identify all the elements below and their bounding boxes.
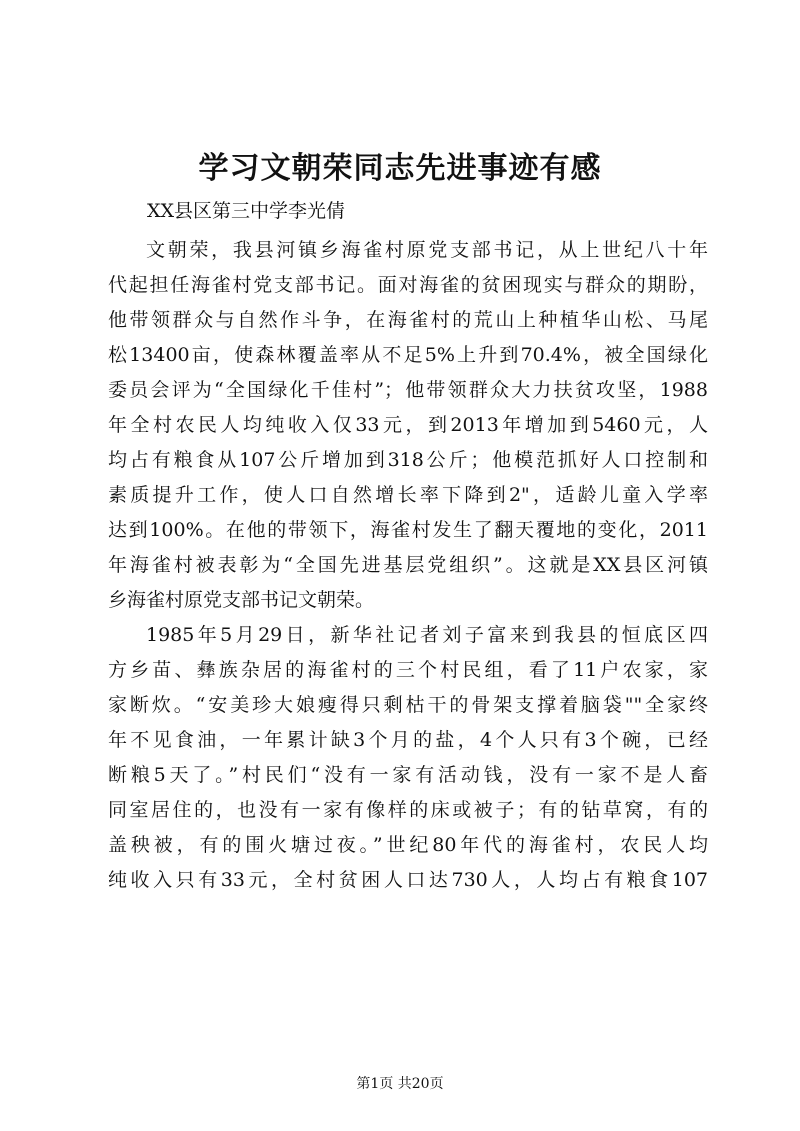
text-line: 代起担任海雀村党支部书记。面对海雀的贫困现实与群众的期盼， — [108, 274, 708, 296]
text-line: 同室居住的，也没有一家有像样的床或被子；有的钻草窝，有的 — [108, 799, 708, 821]
text-line: 达到100%。在他的带领下，海雀村发生了翻天覆地的变化，2011 — [108, 519, 708, 541]
paragraph-2 — [108, 618, 708, 898]
text-line: 1985年5月29日，新华社记者刘子富来到我县的恒底区四 — [146, 624, 708, 646]
text-line: 均占有粮食从107公斤增加到318公斤；他模范抓好人口控制和 — [108, 449, 708, 471]
text-line: 年不见食油，一年累计缺3个月的盐，4个人只有3个碗，已经 — [108, 729, 708, 751]
text-line: 纯收入只有33元，全村贫困人口达730人，人均占有粮食107 — [108, 869, 708, 891]
document-title: 学习文朝荣同志先进事迹有感 — [198, 151, 602, 186]
text-line: 家断炊。“安美珍大娘瘦得只剩枯干的骨架支撑着脑袋""全家终 — [108, 694, 708, 716]
text-line: 委员会评为“全国绿化千佳村”；他带领群众大力扶贫攻坚，1988 — [108, 379, 708, 401]
author-line: XX县区第三中学李光倩 — [147, 200, 346, 222]
text-line: 文朝荣，我县河镇乡海雀村原党支部书记，从上世纪八十年 — [146, 239, 708, 261]
document-body — [108, 233, 708, 898]
page-number-footer: 第1页 共20页 — [356, 1076, 444, 1092]
text-line: 断粮5天了。”村民们“没有一家有活动钱，没有一家不是人畜 — [108, 764, 708, 786]
text-line: 他带领群众与自然作斗争，在海雀村的荒山上种植华山松、马尾 — [108, 309, 708, 331]
text-line: 乡海雀村原党支部书记文朝荣。 — [108, 589, 375, 611]
text-line: 年全村农民人均纯收入仅33元，到2013年增加到5460元，人 — [108, 414, 708, 436]
text-line: 松13400亩，使森林覆盖率从不足5%上升到70.4%，被全国绿化 — [108, 344, 708, 366]
paragraph-1 — [108, 233, 708, 618]
text-line: 方乡苗、彝族杂居的海雀村的三个村民组，看了11户农家，家 — [108, 659, 708, 681]
text-line: 盖秧被，有的围火塘过夜。”世纪80年代的海雀村，农民人均 — [108, 834, 708, 856]
text-line: 年海雀村被表彰为“全国先进基层党组织”。这就是XX县区河镇 — [108, 554, 708, 576]
text-line: 素质提升工作，使人口自然增长率下降到2"，适龄儿童入学率 — [108, 484, 708, 506]
